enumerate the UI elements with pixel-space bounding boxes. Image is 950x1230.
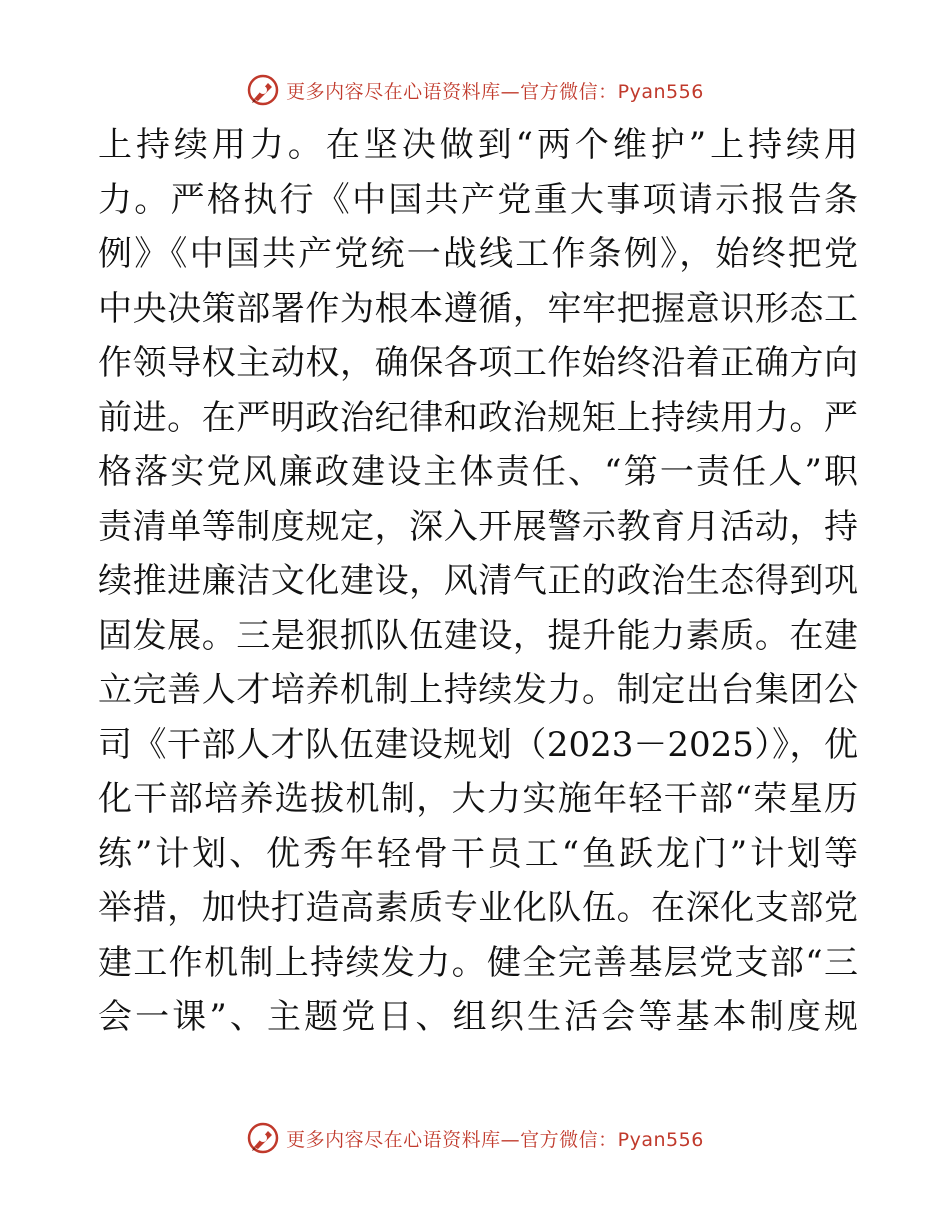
body-line: 力。严格执行《中国共产党重大事项请示报告条 bbox=[98, 179, 858, 220]
body-line: 格落实党风廉政建设主体责任、“第一责任人”职 bbox=[98, 452, 858, 492]
footer-watermark bbox=[0, 1118, 950, 1158]
body-line: 中央决策部署作为根本遵循，牢牢把握意识形态工 bbox=[98, 288, 858, 329]
body-line: 化干部培养选拔机制，大力实施年轻干部“荣星历 bbox=[98, 779, 858, 819]
body-line: 责清单等制度规定，深入开展警示教育月活动，持 bbox=[98, 506, 858, 547]
pen-logo-icon bbox=[246, 73, 280, 107]
header-watermark bbox=[0, 70, 950, 110]
footer-watermark-text: 更多内容尽在心语资料库—官方微信：Pyan556 bbox=[286, 1128, 704, 1151]
body-line: 上持续用力。在坚决做到“两个维护”上持续用 bbox=[98, 125, 858, 165]
body-line: 固发展。三是狠抓队伍建设，提升能力素质。在建 bbox=[98, 615, 858, 656]
body-line: 例》《中国共产党统一战线工作条例》，始终把党 bbox=[98, 234, 858, 274]
body-line: 练”计划、优秀年轻骨干员工“鱼跃龙门”计划等 bbox=[98, 833, 858, 874]
body-line: 会一课”、主题党日、组织生活会等基本制度规 bbox=[98, 997, 858, 1037]
document-body bbox=[98, 118, 858, 1045]
body-line: 建工作机制上持续发力。健全完善基层党支部“三 bbox=[98, 942, 858, 983]
body-line: 前进。在严明政治纪律和政治规矩上持续用力。严 bbox=[98, 397, 858, 438]
pen-logo-icon bbox=[246, 1121, 280, 1155]
body-line: 作领导权主动权，确保各项工作始终沿着正确方向 bbox=[98, 343, 858, 383]
body-line: 举措，加快打造高素质专业化队伍。在深化支部党 bbox=[98, 888, 858, 928]
body-line: 司《干部人才队伍建设规划（2023－2025）》，优 bbox=[98, 724, 858, 765]
body-line: 续推进廉洁文化建设，风清气正的政治生态得到巩 bbox=[98, 561, 858, 601]
header-watermark-text: 更多内容尽在心语资料库—官方微信：Pyan556 bbox=[286, 80, 704, 103]
body-line: 立完善人才培养机制上持续发力。制定出台集团公 bbox=[98, 670, 858, 710]
